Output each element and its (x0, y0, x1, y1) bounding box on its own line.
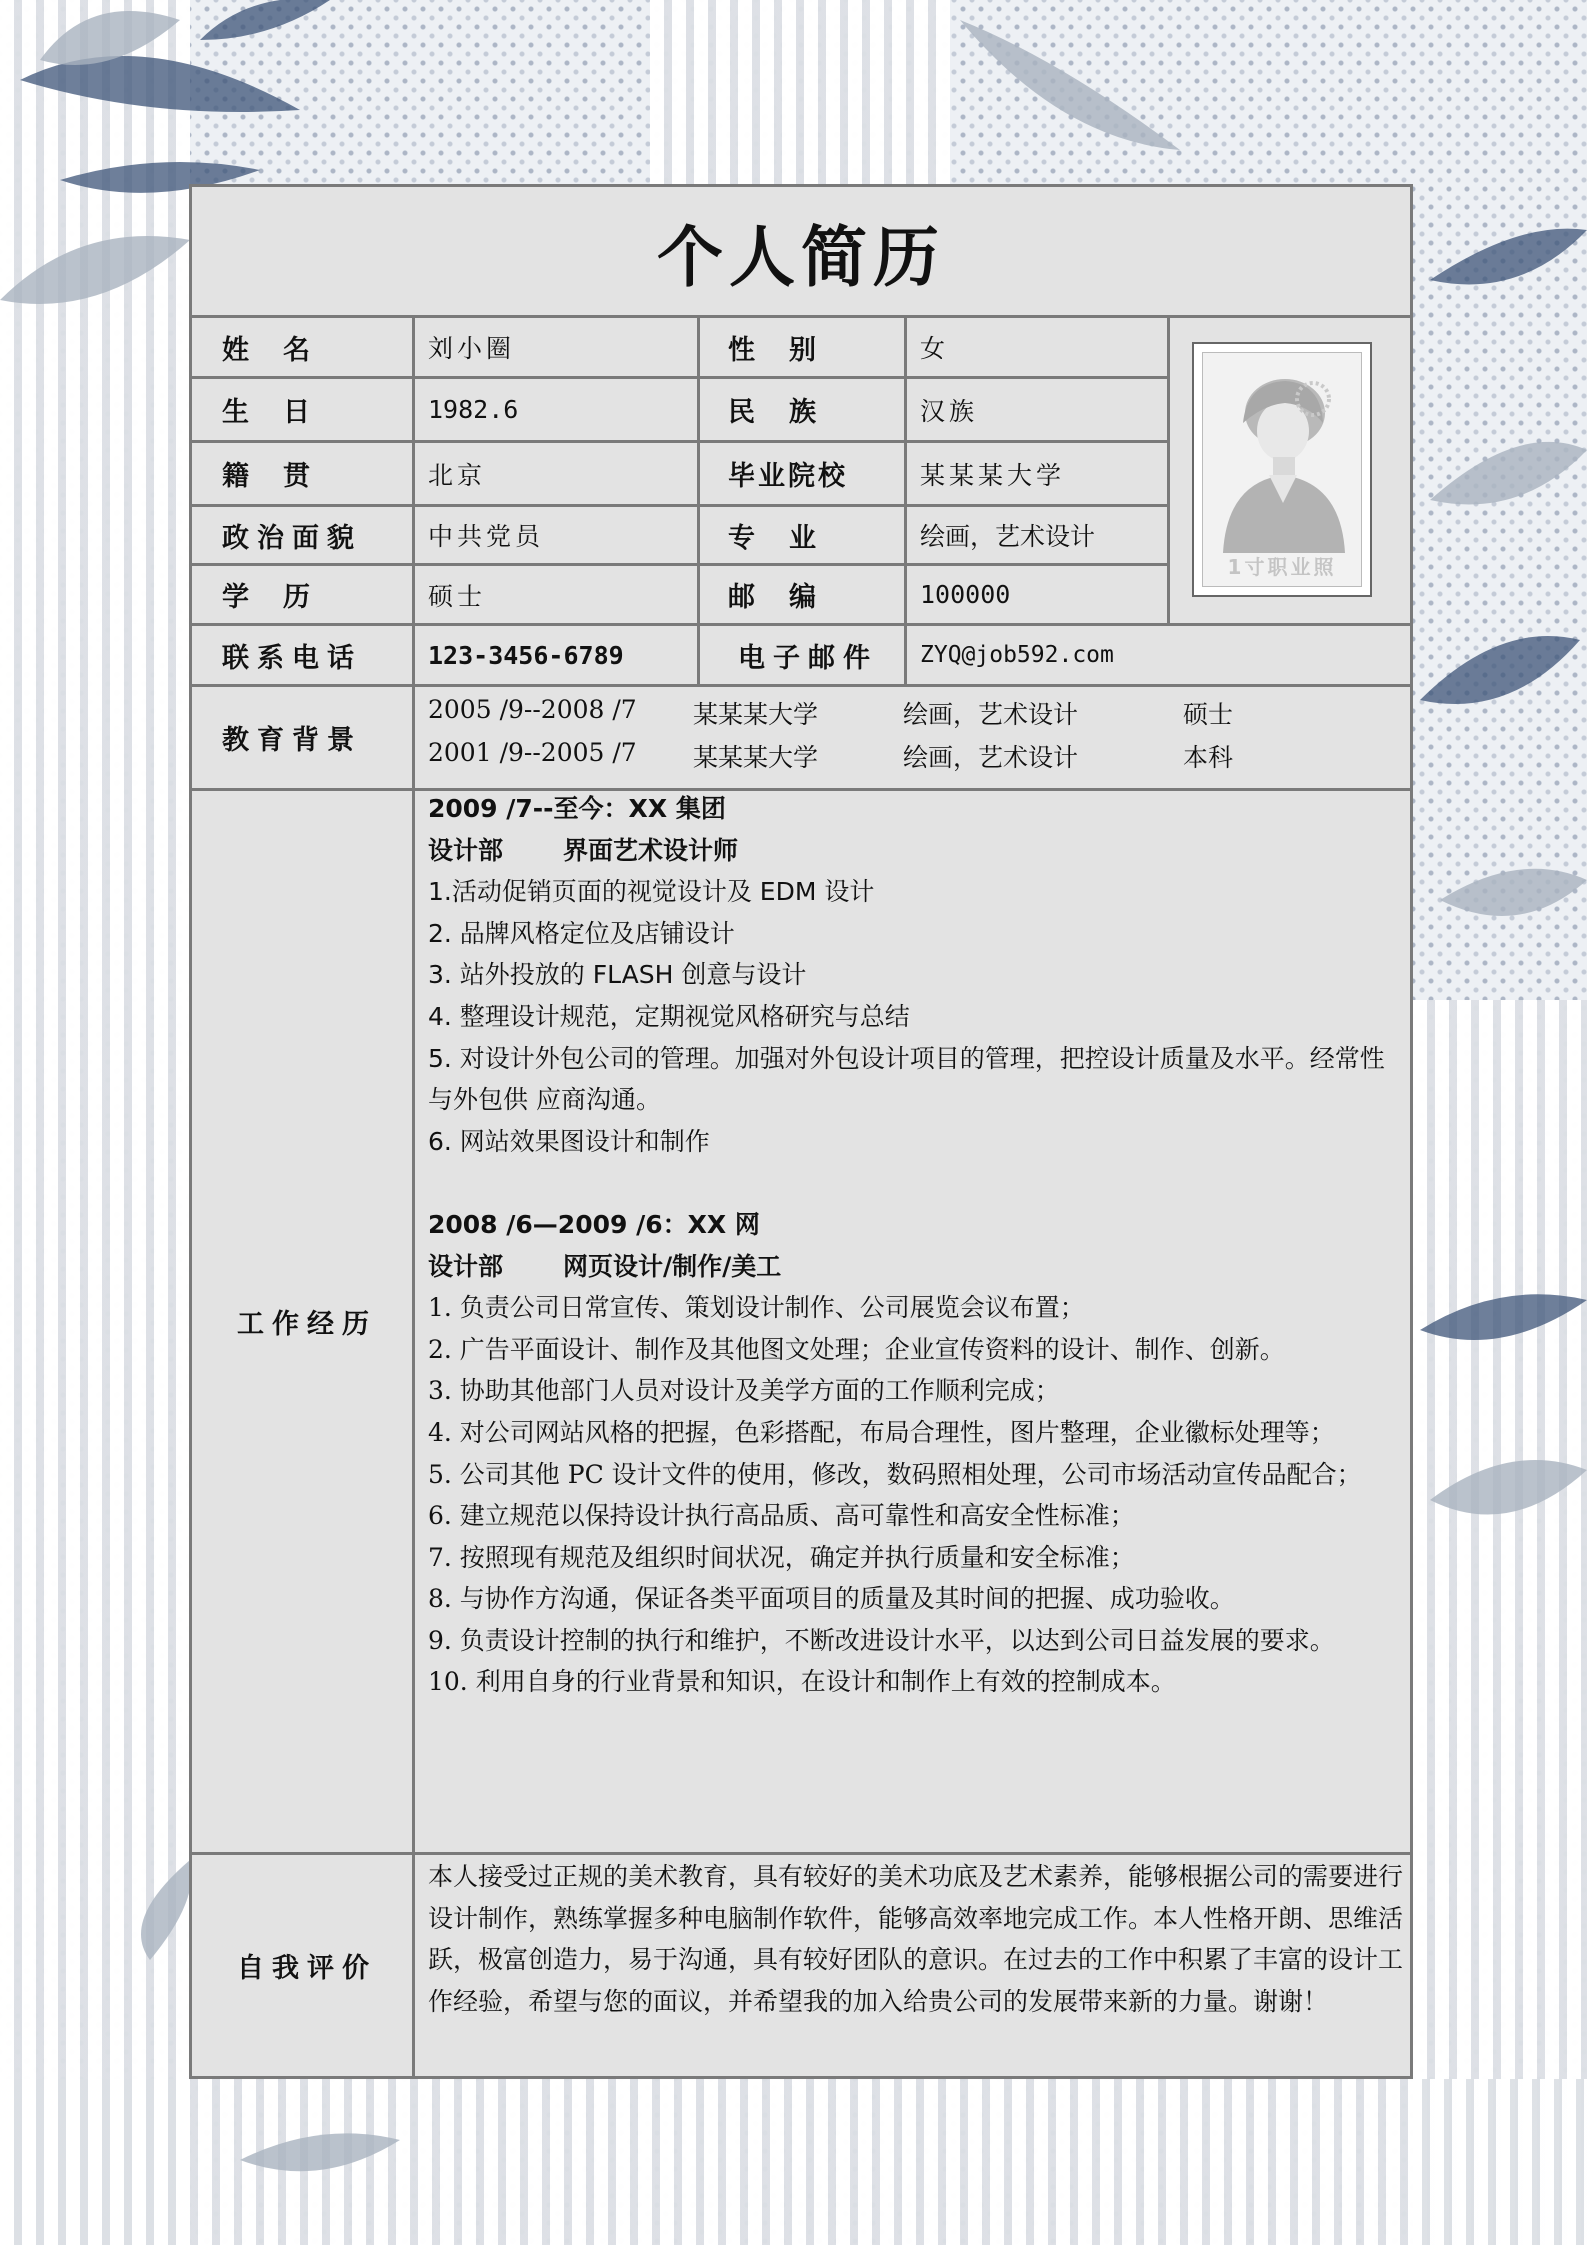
ethnic-label: 民族 (728, 397, 850, 428)
work-experience (428, 788, 1403, 1703)
column-divider (697, 315, 700, 684)
ethnic-value: 汉族 (920, 396, 979, 426)
phone-label: 联系电话 (222, 642, 362, 674)
job-duty: 2. 广告平面设计、制作及其他图文处理；企业宣传资料的设计、制作、创新。 (428, 1334, 1285, 1364)
job-position (428, 1246, 1403, 1288)
job-department: 设计部 (428, 835, 504, 865)
job-role: 界面艺术设计师 (563, 835, 739, 865)
education-school: 某某某大学 (693, 743, 819, 772)
job-duty: 1.活动促销页面的视觉设计及 EDM 设计 (428, 877, 875, 907)
job-header: 2009 /7--至今：XX 集团 (428, 794, 726, 823)
birth-label: 生日 (222, 397, 344, 428)
job-duty: 9. 负责设计控制的执行和维护，不断改进设计水平，以达到公司日益发展的要求。 (428, 1625, 1335, 1655)
work-label: 工作经历 (237, 1309, 377, 1340)
education-major: 绘画，艺术设计 (903, 743, 1079, 772)
column-divider (412, 315, 415, 2076)
spacer (428, 1162, 1403, 1204)
job-header: 2008 /6—2009 /6：XX 网 (428, 1209, 760, 1239)
job-position (428, 830, 1403, 872)
education-degree: 硕士 (1183, 700, 1234, 729)
self-eval-label: 自我评价 (237, 1953, 377, 1984)
job-duty: 6. 网站效果图设计和制作 (428, 1126, 710, 1156)
education-label: 教育背景 (222, 725, 362, 756)
job-duty: 3. 站外投放的 FLASH 创意与设计 (428, 960, 807, 990)
photo-caption: 1寸职业照 (1227, 555, 1337, 579)
email-label: 电子邮件 (738, 642, 878, 674)
photo-frame (1192, 342, 1372, 597)
education-school: 某某某大学 (693, 700, 819, 729)
education-period: 2001 /9--2005 /7 (428, 738, 637, 767)
job-duty: 5. 对设计外包公司的管理。加强对外包设计项目的管理，把控设计质量及水平。经常性与外包供 应商沟通。 (428, 1043, 1385, 1115)
job-duty: 10. 利用自身的行业背景和知识，在设计和制作上有效的控制成本。 (428, 1667, 1176, 1697)
row-divider (192, 684, 1410, 687)
major-label: 专业 (728, 522, 850, 554)
column-divider (1167, 315, 1170, 623)
self-eval-text: 本人接受过正规的美术教育，具有较好的美术功底及艺术素养，能够根据公司的需要进行设计制作，熟练掌握多种电脑制作软件，能够高效率地完成工作。本人性格开朗、思维活跃，极富创造力，易于沟通，具有较好团队的意识。在过去的工作中积累了丰富的设计工作经验，希望与您的面议，并希望我的加入给贵公司的发展带来新的力量。谢谢！ (428, 1862, 1404, 2016)
zip-label: 邮编 (728, 582, 850, 613)
job-duty: 6. 建立规范以保持设计执行高品质、高可靠性和高安全性标准； (428, 1501, 1135, 1531)
job-duty: 8. 与协作方沟通，保证各类平面项目的质量及其时间的把握、成功验收。 (428, 1584, 1235, 1614)
political-label: 政治面貌 (222, 522, 362, 554)
education-degree: 本科 (1183, 743, 1234, 772)
birth-value: 1982.6 (428, 395, 519, 424)
job-role: 网页设计/制作/美工 (563, 1251, 782, 1281)
major-value: 绘画，艺术设计 (920, 522, 1096, 551)
job-duty: 3. 协助其他部门人员对设计及美学方面的工作顺利完成； (428, 1376, 1060, 1406)
education-period: 2005 /9--2008 /7 (428, 695, 637, 724)
page-title: 个人简历 (192, 187, 1410, 318)
education-major: 绘画，艺术设计 (903, 700, 1079, 729)
job-duty: 4. 对公司网站风格的把握，色彩搭配，布局合理性，图片整理，企业徽标处理等； (428, 1417, 1335, 1447)
column-divider (904, 315, 907, 684)
job-duty: 4. 整理设计规范，定期视觉风格研究与总结 (428, 1001, 910, 1031)
job-duty: 2. 品牌风格定位及店铺设计 (428, 918, 735, 948)
job-duty: 5. 公司其他 PC 设计文件的使用，修改，数码照相处理，公司市场活动宣传品配合； (428, 1459, 1362, 1489)
school-value: 某某某大学 (920, 460, 1066, 490)
email-value: ZYQ@job592.com (920, 642, 1114, 668)
gender-label: 性别 (728, 334, 850, 366)
zip-value: 100000 (920, 580, 1011, 609)
native-label: 籍贯 (222, 461, 344, 492)
phone-value: 123-3456-6789 (428, 640, 624, 670)
name-value: 刘小圈 (428, 334, 516, 363)
native-value: 北京 (428, 460, 487, 490)
job-duty: 1. 负责公司日常宣传、策划设计制作、公司展览会议布置； (428, 1293, 1085, 1323)
photo-placeholder (1202, 352, 1362, 587)
gender-value: 女 (920, 334, 946, 363)
job-department: 设计部 (428, 1251, 504, 1281)
degree-value: 硕士 (428, 581, 487, 611)
job-duty: 7. 按照现有规范及组织时间状况，确定并执行质量和安全标准； (428, 1542, 1135, 1572)
school-label: 毕业院校 (728, 461, 848, 492)
name-label: 姓名 (222, 334, 344, 366)
political-value: 中共党员 (428, 522, 545, 551)
resume-table (189, 184, 1413, 2079)
degree-label: 学历 (222, 582, 344, 613)
